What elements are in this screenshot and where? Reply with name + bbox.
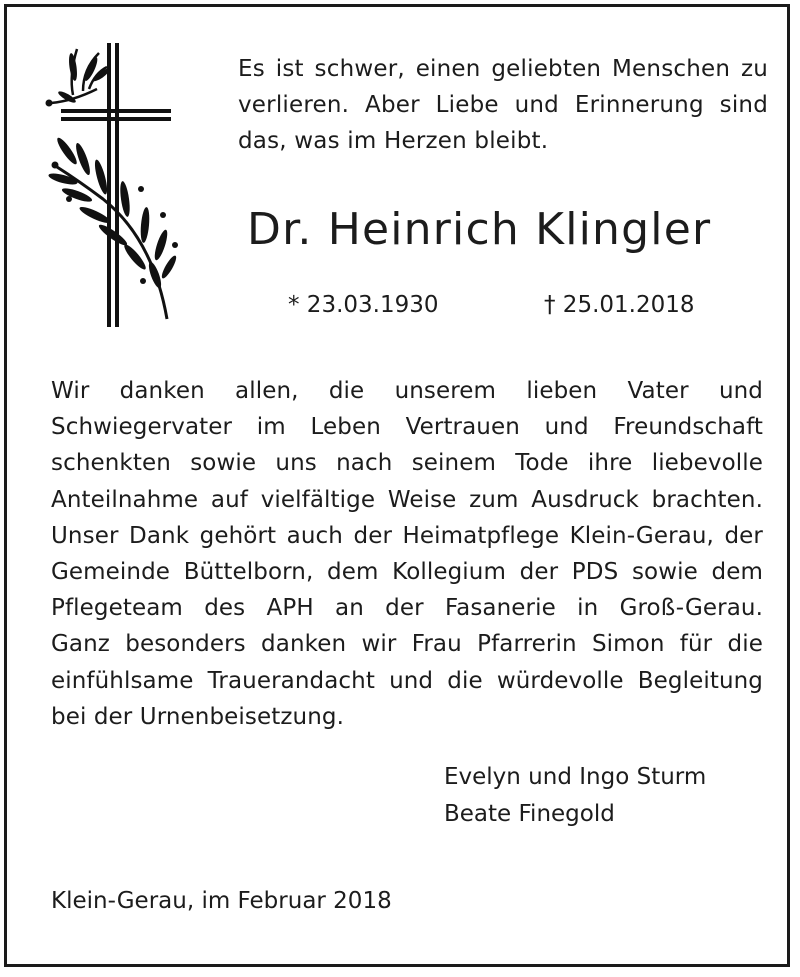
signers <box>444 759 706 833</box>
body-line: Unser Dank gehört auch der Heimatpflege Klein-Gerau, der <box>51 522 763 549</box>
body-line: Gemeinde Büttelborn, dem Kollegium der PDS sowie dem <box>51 559 763 586</box>
signer-name: Evelyn und Ingo Sturm <box>444 764 707 790</box>
deceased-name: Dr. Heinrich Klingler <box>247 204 712 255</box>
quote-line: Es ist schwer, einen geliebten Menschen zu <box>238 56 768 82</box>
cross-with-palm-branch-icon <box>43 39 179 331</box>
quote-line: verlieren. Aber Liebe und Erinnerung sind <box>238 92 768 118</box>
birth-date: * 23.03.1930 <box>288 292 439 318</box>
body-line: Ganz besonders danken wir Frau Pfarrerin Simon für die <box>51 631 763 658</box>
signer-name: Beate Finegold <box>444 801 615 827</box>
quote-line: das, was im Herzen bleibt. <box>238 128 549 154</box>
body-line: Wir danken allen, die unserem lieben Vater und <box>51 378 763 404</box>
body-line: einfühlsame Trauerandacht und die würdevolle Begleitung <box>51 667 763 694</box>
body-line: bei der Urnenbeisetzung. <box>51 703 344 730</box>
body-line: Pflegeteam des APH an der Fasanerie in Groß-Gerau. <box>51 595 763 622</box>
body-line: Schwiegervater im Leben Vertrauen und Freundschaft <box>51 414 763 441</box>
memorial-quote <box>238 51 768 159</box>
death-date: † 25.01.2018 <box>544 292 695 318</box>
body-line: Anteilnahme auf vielfältige Weise zum Ausdruck brachten. <box>51 486 763 513</box>
thank-you-text <box>51 373 763 735</box>
body-line: schenkten sowie uns nach seinem Tode ihre liebevolle <box>51 450 763 477</box>
notice-frame <box>4 4 790 967</box>
place-and-date: Klein-Gerau, im Februar 2018 <box>51 888 392 914</box>
